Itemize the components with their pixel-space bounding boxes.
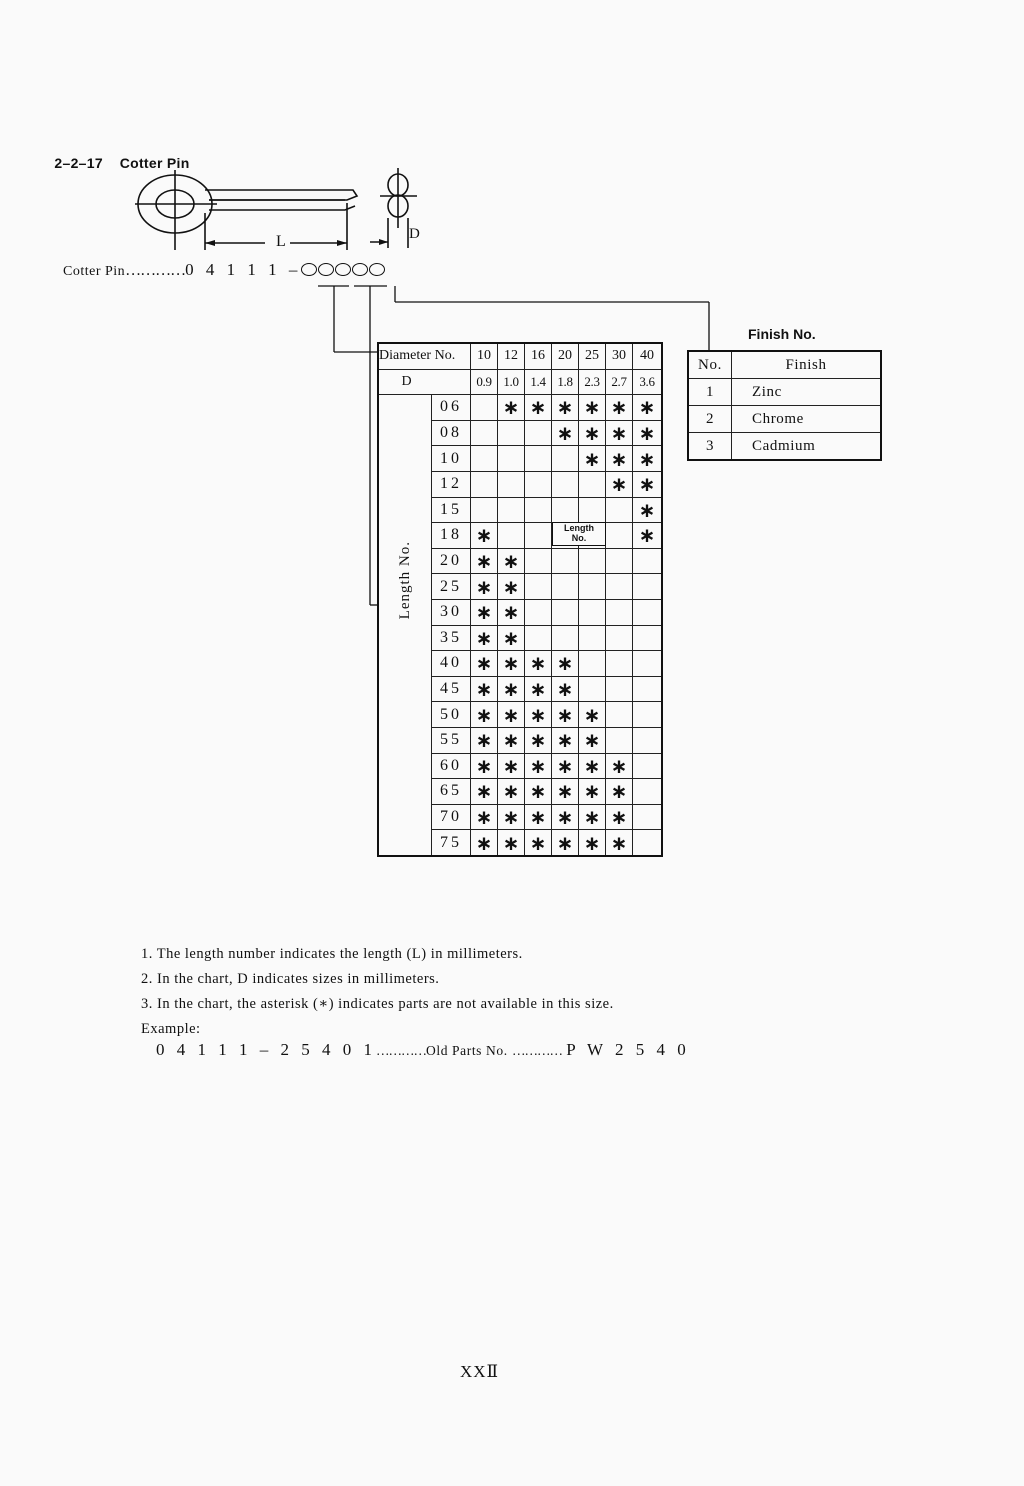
unavailable-star-cell: ∗ [579, 702, 606, 728]
unavailable-star-cell: ∗ [606, 753, 633, 779]
size-chart-body [378, 343, 662, 856]
part-label: Cotter Pin [63, 264, 126, 279]
length-value-cell: 15 [432, 497, 471, 523]
available-cell [471, 446, 498, 472]
unavailable-star-cell: ∗ [606, 420, 633, 446]
finish-no-cell: 3 [688, 433, 732, 461]
length-value-cell: 20 [432, 548, 471, 574]
available-cell [471, 420, 498, 446]
available-cell [525, 548, 552, 574]
available-cell [633, 779, 663, 805]
finish-body [688, 351, 881, 460]
unavailable-star-cell: ∗ [606, 830, 633, 856]
example-line [156, 1040, 690, 1060]
unavailable-star-cell: ∗ [633, 395, 663, 421]
finish-row [688, 433, 881, 461]
available-cell [525, 420, 552, 446]
unavailable-star-cell: ∗ [498, 804, 525, 830]
length-value-cell: 12 [432, 471, 471, 497]
diameter-no-cell: 40 [633, 343, 663, 369]
available-cell [471, 395, 498, 421]
diameter-no-cell: 25 [579, 343, 606, 369]
size-chart-table [377, 342, 663, 857]
available-cell [606, 625, 633, 651]
length-value-cell: 40 [432, 651, 471, 677]
notes [141, 942, 614, 1042]
unavailable-star-cell: ∗ [606, 804, 633, 830]
example-old-number: P W 2 5 4 0 [566, 1040, 690, 1059]
unavailable-star-cell: ∗ [498, 702, 525, 728]
unavailable-star-cell: ∗ [525, 804, 552, 830]
section-number: 2–2–17 [54, 155, 103, 171]
unavailable-star-cell: ∗ [552, 727, 579, 753]
available-cell [552, 599, 579, 625]
unavailable-star-cell: ∗ [552, 753, 579, 779]
unavailable-star-cell: ∗ [471, 676, 498, 702]
unavailable-star-cell: ∗ [633, 523, 663, 549]
unavailable-star-cell: ∗ [498, 676, 525, 702]
unavailable-star-cell: ∗ [525, 830, 552, 856]
unavailable-star-cell: ∗ [525, 727, 552, 753]
unavailable-star-cell: ∗ [552, 804, 579, 830]
note-example-label: Example: [141, 1021, 201, 1037]
length-value-cell: 35 [432, 625, 471, 651]
d-value-cell: 1.0 [498, 369, 525, 395]
length-value-cell: 60 [432, 753, 471, 779]
d-value-cell: 0.9 [471, 369, 498, 395]
unavailable-star-cell: ∗ [552, 395, 579, 421]
unavailable-star-cell: ∗ [471, 523, 498, 549]
unavailable-star-cell: ∗ [579, 727, 606, 753]
example-leader-2: ………… [511, 1043, 562, 1058]
unavailable-star-cell: ∗ [579, 420, 606, 446]
available-cell [633, 702, 663, 728]
available-cell [579, 574, 606, 600]
header-row-d [378, 369, 662, 395]
available-cell [498, 497, 525, 523]
unavailable-star-cell: ∗ [498, 727, 525, 753]
part-prefix: 0 4 1 1 1 – [185, 260, 302, 279]
available-cell [633, 651, 663, 677]
unavailable-star-cell: ∗ [498, 395, 525, 421]
length-no-header [378, 395, 432, 856]
length-value-cell: 45 [432, 676, 471, 702]
finish-name-cell: Zinc [732, 379, 882, 406]
unavailable-star-cell: ∗ [552, 702, 579, 728]
available-cell [633, 727, 663, 753]
available-cell [579, 471, 606, 497]
finish-no-cell: 2 [688, 406, 732, 433]
finish-table [687, 350, 882, 461]
unavailable-star-cell: ∗ [552, 830, 579, 856]
available-cell [633, 599, 663, 625]
available-cell [525, 471, 552, 497]
available-cell [552, 574, 579, 600]
example-code: 0 4 1 1 1 – 2 5 4 0 1 [156, 1040, 376, 1059]
note-3: 3. In the chart, the asterisk (∗) indicates parts are not available in this size. [141, 996, 614, 1012]
available-cell [552, 446, 579, 472]
available-cell [498, 420, 525, 446]
section-name: Cotter Pin [119, 155, 190, 171]
available-cell [633, 753, 663, 779]
dimension-label-d: D [409, 226, 420, 242]
unavailable-star-cell: ∗ [471, 804, 498, 830]
available-cell [606, 599, 633, 625]
example-leader-1: ………… [376, 1043, 426, 1058]
available-cell [606, 651, 633, 677]
available-cell [579, 625, 606, 651]
unavailable-star-cell: ∗ [525, 395, 552, 421]
unavailable-star-cell: ∗ [471, 651, 498, 677]
available-cell [579, 651, 606, 677]
note-1: 1. The length number indicates the length (L) in millimeters. [141, 946, 523, 962]
d-header: D [378, 369, 471, 395]
length-value-cell: 18 [432, 523, 471, 549]
available-cell [633, 574, 663, 600]
finish-row [688, 379, 881, 406]
available-cell [552, 471, 579, 497]
unavailable-star-cell: ∗ [525, 651, 552, 677]
available-cell [633, 830, 663, 856]
available-cell [552, 548, 579, 574]
finish-name-cell: Cadmium [732, 433, 882, 461]
available-cell [633, 676, 663, 702]
unavailable-star-cell: ∗ [606, 446, 633, 472]
finish-title: Finish No. [748, 326, 816, 342]
unavailable-star-cell: ∗ [552, 420, 579, 446]
diameter-no-cell: 16 [525, 343, 552, 369]
finish-no-cell: 1 [688, 379, 732, 406]
diameter-no-cell: 10 [471, 343, 498, 369]
d-value-cell: 1.8 [552, 369, 579, 395]
d-value-cell: 2.7 [606, 369, 633, 395]
diameter-no-cell: 20 [552, 343, 579, 369]
unavailable-star-cell: ∗ [471, 599, 498, 625]
available-cell [498, 471, 525, 497]
length-value-cell: 10 [432, 446, 471, 472]
unavailable-star-cell: ∗ [579, 830, 606, 856]
available-cell [579, 599, 606, 625]
available-cell [579, 548, 606, 574]
unavailable-star-cell: ∗ [525, 702, 552, 728]
length-value-cell: 06 [432, 395, 471, 421]
available-cell [606, 727, 633, 753]
unavailable-star-cell: ∗ [552, 676, 579, 702]
length-no-box-label [552, 522, 606, 546]
unavailable-star-cell: ∗ [471, 574, 498, 600]
length-value-cell: 75 [432, 830, 471, 856]
unavailable-star-cell: ∗ [471, 753, 498, 779]
length-value-cell: 70 [432, 804, 471, 830]
unavailable-star-cell: ∗ [552, 651, 579, 677]
unavailable-star-cell: ∗ [471, 702, 498, 728]
length-value-cell: 08 [432, 420, 471, 446]
unavailable-star-cell: ∗ [606, 779, 633, 805]
unavailable-star-cell: ∗ [606, 471, 633, 497]
length-value-cell: 25 [432, 574, 471, 600]
available-cell [552, 497, 579, 523]
unavailable-star-cell: ∗ [525, 753, 552, 779]
available-cell [498, 446, 525, 472]
finish-header-row [688, 351, 881, 379]
available-cell [552, 625, 579, 651]
unavailable-star-cell: ∗ [633, 497, 663, 523]
finish-row [688, 406, 881, 433]
unavailable-star-cell: ∗ [498, 830, 525, 856]
unavailable-star-cell: ∗ [498, 625, 525, 651]
length-value-cell: 55 [432, 727, 471, 753]
unavailable-star-cell: ∗ [633, 446, 663, 472]
finish-name-header: Finish [732, 351, 882, 379]
unavailable-star-cell: ∗ [471, 727, 498, 753]
diameter-no-cell: 30 [606, 343, 633, 369]
unavailable-star-cell: ∗ [579, 804, 606, 830]
unavailable-star-cell: ∗ [633, 420, 663, 446]
available-cell [498, 523, 525, 549]
available-cell [471, 471, 498, 497]
d-value-cell: 1.4 [525, 369, 552, 395]
available-cell [525, 523, 552, 549]
available-cell [606, 497, 633, 523]
dimension-label-l: L [276, 233, 286, 250]
available-cell [525, 446, 552, 472]
unavailable-star-cell: ∗ [525, 779, 552, 805]
table-row [378, 395, 662, 421]
d-value-cell: 2.3 [579, 369, 606, 395]
available-cell [606, 574, 633, 600]
available-cell [633, 625, 663, 651]
header-row-diameter [378, 343, 662, 369]
available-cell [633, 548, 663, 574]
available-cell [606, 548, 633, 574]
unavailable-star-cell: ∗ [606, 395, 633, 421]
example-old-label: Old Parts No. [426, 1043, 508, 1058]
unavailable-star-cell: ∗ [498, 753, 525, 779]
unavailable-star-cell: ∗ [633, 471, 663, 497]
length-value-cell: 50 [432, 702, 471, 728]
available-cell [525, 599, 552, 625]
unavailable-star-cell: ∗ [471, 830, 498, 856]
available-cell [579, 676, 606, 702]
available-cell [579, 497, 606, 523]
unavailable-star-cell: ∗ [471, 625, 498, 651]
box-label-line1: Length [564, 523, 594, 533]
unavailable-star-cell: ∗ [525, 676, 552, 702]
length-no-label: Length No. [396, 540, 413, 620]
unavailable-star-cell: ∗ [552, 779, 579, 805]
unavailable-star-cell: ∗ [471, 548, 498, 574]
unavailable-star-cell: ∗ [579, 395, 606, 421]
unavailable-star-cell: ∗ [498, 574, 525, 600]
unavailable-star-cell: ∗ [471, 779, 498, 805]
box-label-line2: No. [571, 533, 587, 543]
available-cell [606, 676, 633, 702]
note-2: 2. In the chart, D indicates sizes in millimeters. [141, 971, 440, 987]
available-cell [525, 574, 552, 600]
length-value-cell: 30 [432, 599, 471, 625]
finish-no-header: No. [688, 351, 732, 379]
unavailable-star-cell: ∗ [498, 599, 525, 625]
available-cell [525, 625, 552, 651]
available-cell [471, 497, 498, 523]
page-number: XXⅡ [460, 1362, 500, 1381]
available-cell [606, 702, 633, 728]
part-leader: ………… [125, 262, 186, 279]
length-value-cell: 65 [432, 779, 471, 805]
unavailable-star-cell: ∗ [579, 753, 606, 779]
unavailable-star-cell: ∗ [579, 446, 606, 472]
unavailable-star-cell: ∗ [498, 548, 525, 574]
diameter-no-cell: 12 [498, 343, 525, 369]
diameter-header: Diameter No. [378, 343, 471, 369]
available-cell [606, 523, 633, 549]
available-cell [525, 497, 552, 523]
d-value-cell: 3.6 [633, 369, 663, 395]
unavailable-star-cell: ∗ [498, 779, 525, 805]
available-cell [633, 804, 663, 830]
unavailable-star-cell: ∗ [498, 651, 525, 677]
unavailable-star-cell: ∗ [579, 779, 606, 805]
finish-name-cell: Chrome [732, 406, 882, 433]
